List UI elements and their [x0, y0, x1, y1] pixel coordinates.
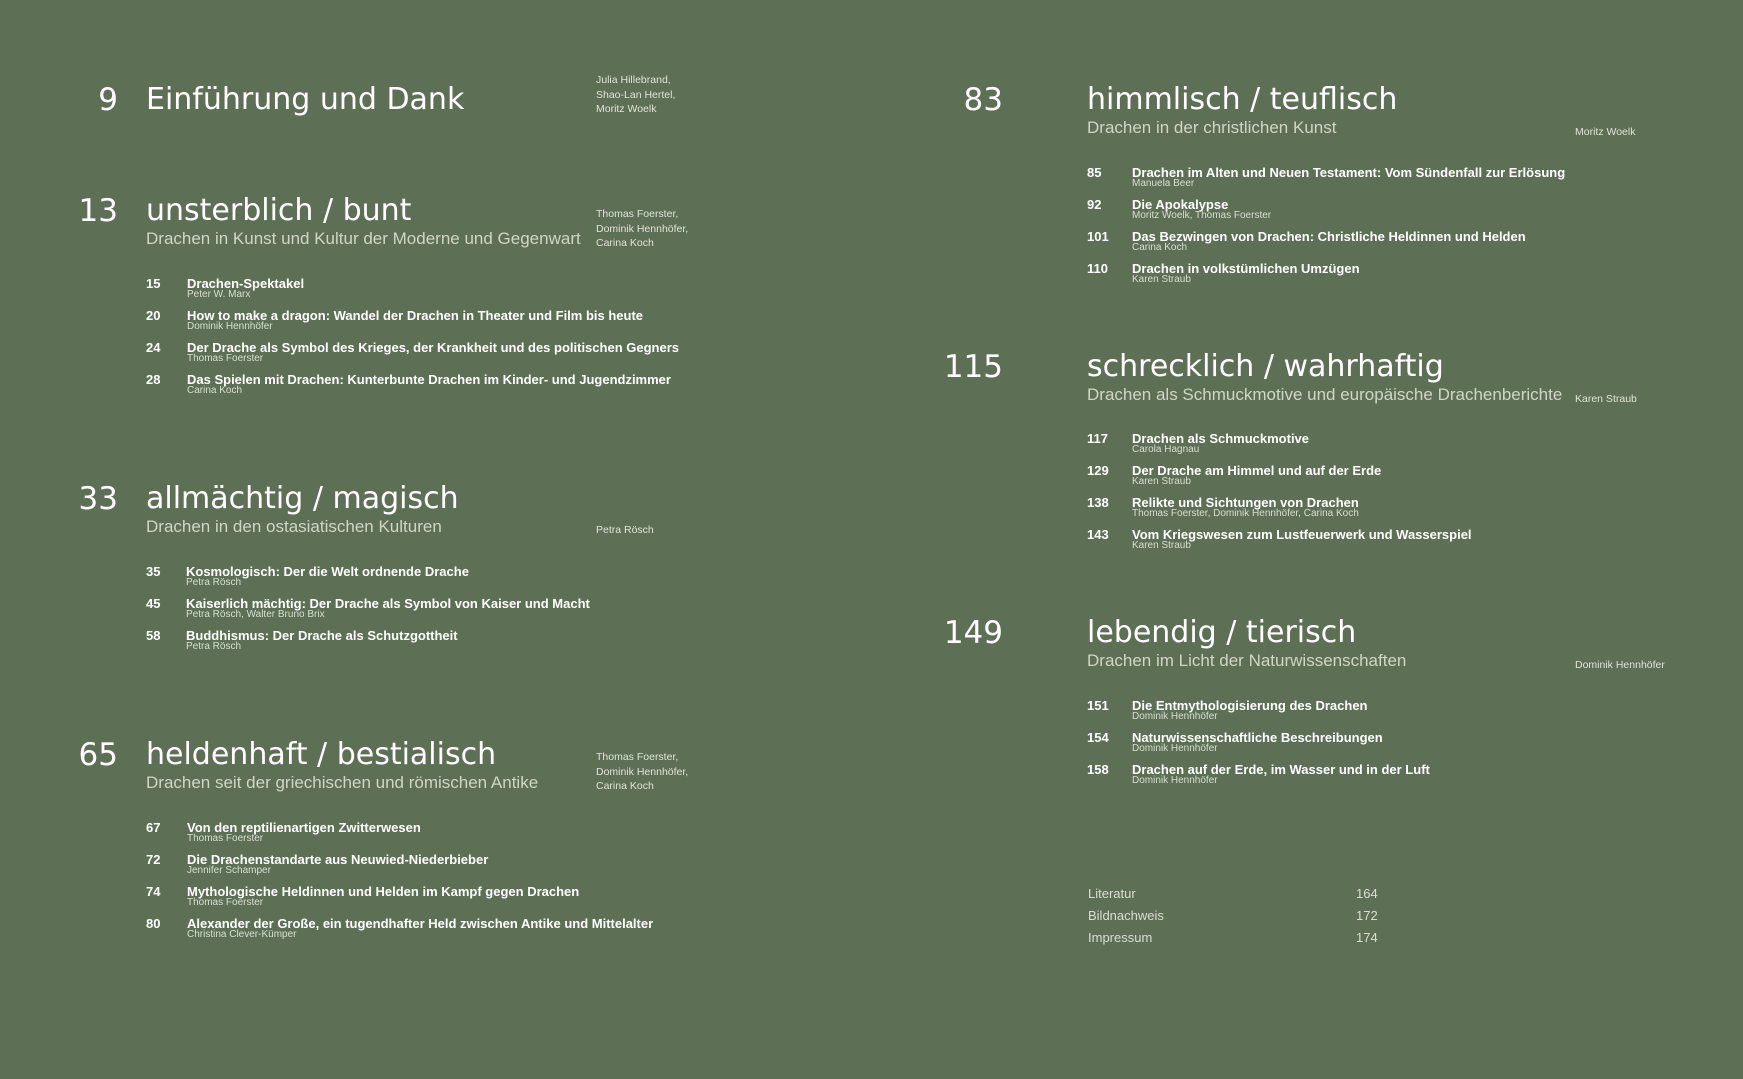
chapter-author: Carina Koch	[596, 237, 654, 249]
entry-title: Drachen als Schmuckmotive	[1132, 431, 1310, 446]
entry-page: 129	[1087, 463, 1109, 478]
entry-title: Mythologische Heldinnen und Helden im Kampf gegen Drachen	[187, 884, 580, 899]
chapter-subtitle: Drachen seit der griechischen und römischen Antike	[146, 773, 539, 792]
chapter-authors	[596, 207, 688, 251]
chapter-number: 13	[78, 193, 118, 229]
entry-author: Petra Rösch	[186, 577, 242, 588]
entry-author: Manuela Beer	[1132, 178, 1195, 189]
entry-page: 74	[146, 884, 161, 899]
entry-page: 20	[146, 308, 161, 323]
entry-author: Thomas Foerster, Dominik Hennhöfer, Carina Koch	[1132, 508, 1359, 519]
entry-page: 101	[1087, 229, 1109, 244]
chapter-number: 9	[98, 82, 118, 118]
entry-page: 72	[146, 852, 161, 867]
entry-author: Dominik Hennhöfer	[1132, 775, 1218, 786]
entry-title: Drachen in volkstümlichen Umzügen	[1132, 261, 1360, 276]
entry-page: 58	[146, 628, 161, 643]
chapter-83	[940, 80, 1740, 285]
chapter-subtitle: Drachen in den ostasiatischen Kulturen	[146, 517, 442, 536]
entry-title: Buddhismus: Der Drache als Schutzgottheit	[186, 628, 458, 643]
chapter-149	[940, 613, 1740, 786]
entry-title: Drachen im Alten und Neuen Testament: Vom Sündenfall zur Erlösung	[1132, 165, 1566, 180]
entry-title: Alexander der Große, ein tugendhafter Held zwischen Antike und Mittelalter	[187, 916, 654, 931]
entry-author: Karen Straub	[1132, 476, 1191, 487]
entry-title: Vom Kriegswesen zum Lustfeuerwerk und Wasserspiel	[1132, 527, 1472, 542]
entry-author: Carina Koch	[1132, 242, 1188, 253]
chapter-authors	[596, 523, 654, 538]
chapter-title: heldenhaft / bestialisch	[146, 737, 497, 772]
entry-page: 138	[1087, 495, 1109, 510]
chapter-115	[940, 347, 1740, 551]
entry-author: Thomas Foerster	[187, 897, 264, 908]
back-matter-item[interactable]	[1088, 886, 1388, 908]
chapter-subtitle: Drachen in Kunst und Kultur der Moderne und Gegenwart	[146, 229, 581, 248]
entry-page: 35	[146, 564, 161, 579]
chapter-number: 115	[943, 349, 1003, 385]
entry-page: 15	[146, 276, 161, 291]
chapter-subtitle: Drachen in der christlichen Kunst	[1087, 118, 1337, 137]
back-matter-label: Bildnachweis	[1088, 908, 1164, 923]
entry-author: Dominik Hennhöfer	[1132, 743, 1218, 754]
chapter-authors	[1575, 392, 1637, 407]
chapter-title: lebendig / tierisch	[1087, 615, 1357, 650]
entry-author: Carina Koch	[187, 385, 243, 396]
chapter-title: unsterblich / bunt	[146, 193, 412, 228]
entry-author: Karen Straub	[1132, 274, 1191, 285]
entry-page: 45	[146, 596, 161, 611]
entry-page: 117	[1087, 431, 1108, 446]
entry-page: 143	[1087, 527, 1109, 542]
back-matter-page: 172	[1356, 908, 1378, 923]
entry-author: Thomas Foerster	[187, 353, 264, 364]
entry-page: 85	[1087, 165, 1102, 180]
chapter-9	[0, 74, 860, 120]
entry-title: Kosmologisch: Der die Welt ordnende Drache	[186, 564, 469, 579]
chapter-number: 149	[943, 615, 1003, 651]
entry-author: Peter W. Marx	[187, 289, 251, 300]
entry-title: Von den reptilienartigen Zwitterwesen	[187, 820, 421, 835]
entry-author: Moritz Woelk, Thomas Foerster	[1132, 210, 1272, 221]
chapter-authors	[1575, 125, 1635, 140]
chapter-subtitle: Drachen als Schmuckmotive und europäische Drachenberichte	[1087, 385, 1563, 404]
entry-title: Die Drachenstandarte aus Neuwied-Niederbieber	[187, 852, 489, 867]
chapter-title: himmlisch / teuflisch	[1087, 82, 1398, 117]
chapter-authors	[1575, 658, 1665, 673]
chapter-subtitle: Drachen im Licht der Naturwissenschaften	[1087, 651, 1407, 670]
chapter-number: 33	[78, 481, 118, 517]
chapter-author: Thomas Foerster,	[596, 208, 679, 220]
entry-title: Das Bezwingen von Drachen: Christliche Heldinnen und Helden	[1132, 229, 1526, 244]
chapter-number: 65	[78, 737, 118, 773]
back-matter-label: Literatur	[1088, 886, 1136, 901]
entry-author: Petra Rösch, Walter Bruno Brix	[186, 609, 325, 620]
entry-title: Kaiserlich mächtig: Der Drache als Symbol von Kaiser und Macht	[186, 596, 590, 611]
entry-title: How to make a dragon: Wandel der Drachen in Theater und Film bis heute	[187, 308, 644, 323]
chapter-author: Dominik Hennhöfer,	[596, 222, 689, 235]
entry-title: Der Drache am Himmel und auf der Erde	[1132, 463, 1382, 478]
entry-title: Die Entmythologisierung des Drachen	[1132, 698, 1368, 713]
entry-author: Carola Hagnau	[1132, 444, 1200, 455]
entry-title: Das Spielen mit Drachen: Kunterbunte Drachen im Kinder- und Jugendzimmer	[187, 372, 671, 387]
entry-title: Der Drache als Symbol des Krieges, der Krankheit und des politischen Gegners	[187, 340, 679, 355]
chapter-author: Moritz Woelk	[1575, 126, 1636, 138]
entry-author: Karen Straub	[1132, 540, 1191, 551]
entry-author: Christina Clever-Kümper	[187, 929, 297, 940]
chapter-author: Dominik Hennhöfer,	[596, 765, 689, 778]
back-matter-page: 174	[1356, 930, 1378, 945]
chapter-number: 83	[963, 82, 1003, 118]
chapter-author: Karen Straub	[1575, 393, 1637, 405]
entry-page: 110	[1087, 261, 1108, 276]
entry-author: Dominik Hennhöfer	[1132, 711, 1218, 722]
entry-page: 158	[1087, 762, 1109, 777]
entry-author: Petra Rösch	[186, 641, 242, 652]
chapter-author: Shao-Lan Hertel,	[596, 88, 676, 101]
chapter-author: Dominik Hennhöfer	[1575, 659, 1665, 671]
chapter-33	[0, 479, 860, 652]
entry-title: Drachen auf der Erde, im Wasser und in der Luft	[1132, 762, 1430, 777]
back-matter-item[interactable]	[1088, 930, 1388, 952]
entry-page: 151	[1087, 698, 1109, 713]
chapter-title: schrecklich / wahrhaftig	[1087, 349, 1444, 384]
back-matter-list	[1088, 886, 1388, 952]
chapter-title: Einführung und Dank	[146, 82, 465, 117]
chapter-title: allmächtig / magisch	[146, 481, 459, 516]
entry-author: Jennifer Schamper	[187, 865, 271, 876]
chapter-author: Moritz Woelk	[596, 103, 657, 115]
entry-title: Die Apokalypse	[1132, 197, 1229, 212]
chapter-authors	[596, 750, 688, 794]
entry-page: 80	[146, 916, 161, 931]
chapter-author: Carina Koch	[596, 780, 654, 792]
back-matter-page: 164	[1356, 886, 1378, 901]
chapter-author: Petra Rösch	[596, 524, 654, 536]
entry-title: Relikte und Sichtungen von Drachen	[1132, 495, 1359, 510]
entry-title: Drachen-Spektakel	[187, 276, 305, 291]
back-matter-item[interactable]	[1088, 908, 1388, 930]
chapter-65	[0, 735, 860, 940]
chapter-author: Julia Hillebrand,	[596, 74, 671, 86]
entry-author: Dominik Hennhöfer	[187, 321, 273, 332]
entry-page: 67	[146, 820, 161, 835]
chapter-authors	[596, 73, 675, 117]
entry-author: Thomas Foerster	[187, 833, 264, 844]
chapter-13	[0, 191, 860, 396]
entry-page: 154	[1087, 730, 1109, 745]
back-matter-label: Impressum	[1088, 930, 1153, 945]
entry-page: 28	[146, 372, 161, 387]
entry-page: 24	[146, 340, 161, 355]
entry-title: Naturwissenschaftliche Beschreibungen	[1132, 730, 1383, 745]
chapter-author: Thomas Foerster,	[596, 751, 679, 763]
entry-page: 92	[1087, 197, 1102, 212]
